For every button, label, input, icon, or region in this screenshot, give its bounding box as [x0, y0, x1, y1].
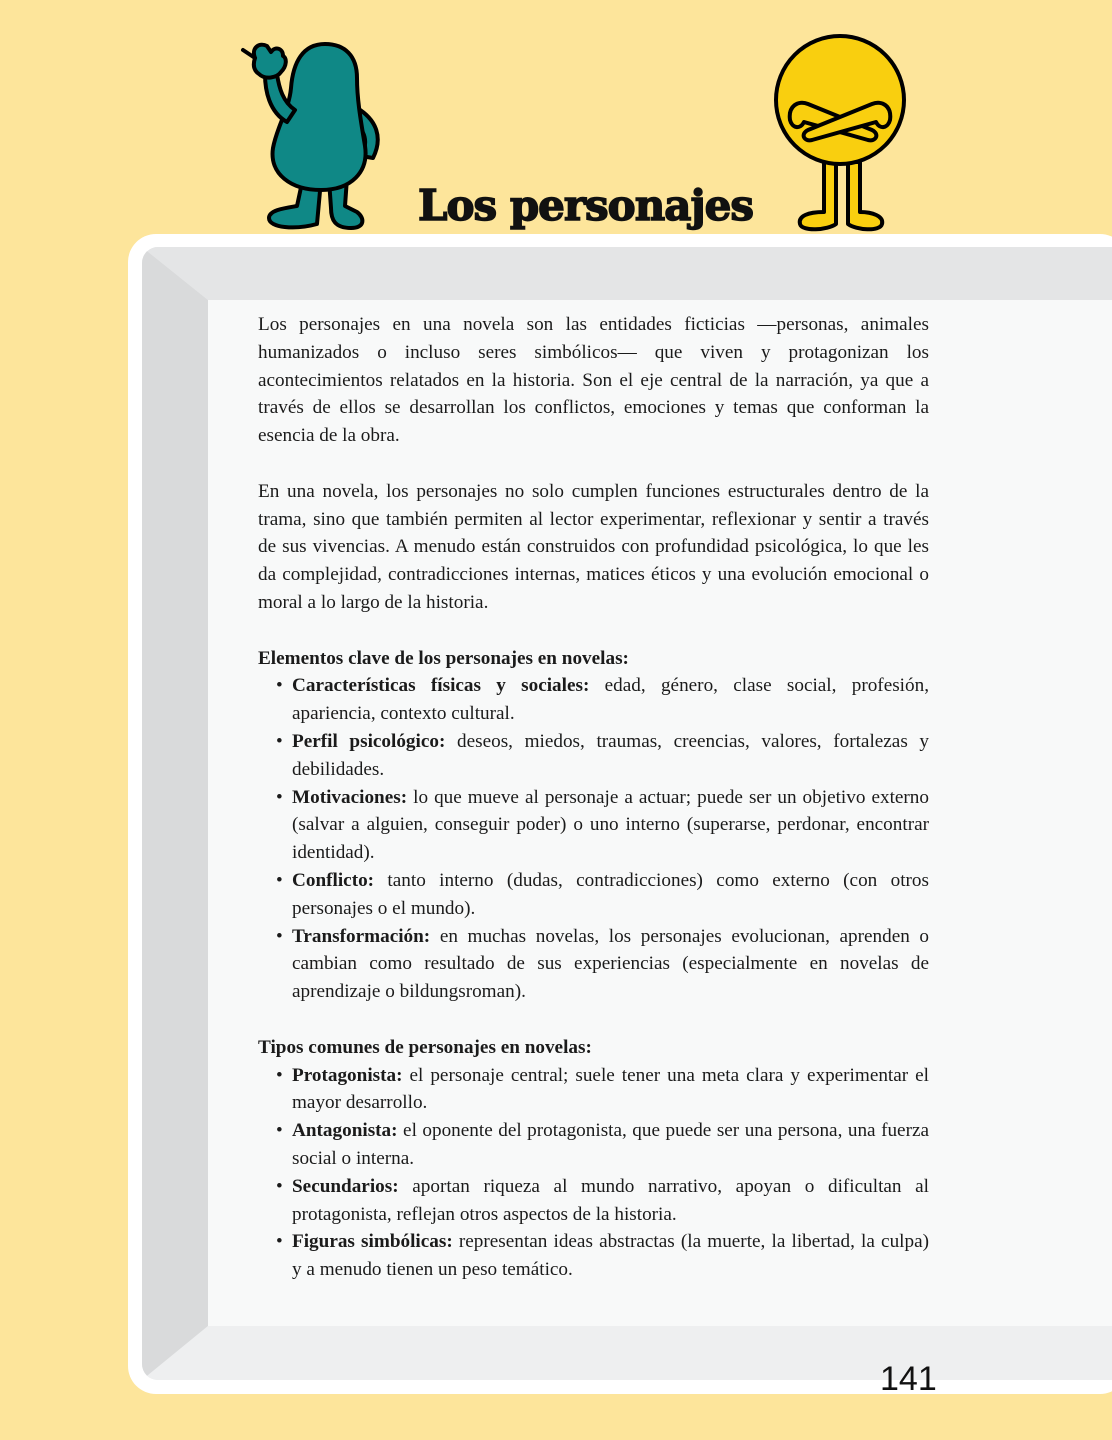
list-item: • Motivaciones: lo que mueve al personaje a actuar; puede ser un objetivo externo (salvar a alguien, conseguir poder) o uno interno (superarse, perdonar, encontrar identidad).	[258, 784, 929, 867]
list-item: • Características físicas y sociales: edad, género, clase social, profesión, apariencia, contexto cultural.	[258, 672, 929, 728]
list-item: • Figuras simbólicas: representan ideas abstractas (la muerte, la libertad, la culpa) y a menudo tienen un peso temático.	[258, 1228, 929, 1284]
list-item: • Secundarios: aportan riqueza al mundo narrativo, apoyan o dificultan al protagonista, reflejan otros aspectos de la historia.	[258, 1173, 929, 1229]
intro-paragraph-2: En una novela, los personajes no solo cumplen funciones estructurales dentro de la trama, sino que también permiten al lector experimentar, reflexionar y sentir a través de sus vivencias. A menudo están construidos con profundidad psicológica, lo que les da complejidad, contradicciones internas, matices éticos y una evolución emocional o moral a lo largo de la historia.	[258, 480, 929, 613]
list-item: • Antagonista: el oponente del protagonista, que puede ser una persona, una fuerza social o interna.	[258, 1117, 929, 1173]
list-elementos	[258, 672, 929, 1006]
list-item: • Transformación: en muchas novelas, los personajes evolucionan, aprenden o cambian como resultado de sus experiencias (especialmente en novelas de aprendizaje o bildungsroman).	[258, 923, 929, 1006]
page-number: 141	[880, 1360, 937, 1398]
list-item: • Perfil psicológico: deseos, miedos, traumas, creencias, valores, fortalezas y debilidades.	[258, 728, 929, 784]
page-title: Los personajes	[418, 181, 754, 230]
intro-paragraph-1: Los personajes en una novela son las entidades ficticias —personas, animales humanizados o incluso seres simbólicos— que viven y protagonizan los acontecimientos relatados en la historia. Son el eje central de la narración, ya que a través de ellos se desarrollan los conflictos, emociones y temas que conforman la esencia de la obra.	[258, 314, 929, 447]
section-heading-tipos: Tipos comunes de personajes en novelas:	[258, 1036, 592, 1058]
list-tipos	[258, 1062, 929, 1284]
section-heading-elementos: Elementos clave de los personajes en novelas:	[258, 647, 629, 669]
list-item: • Protagonista: el personaje central; suele tener una meta clara y experimentar el mayor desarrollo.	[258, 1062, 929, 1118]
main-content	[258, 311, 929, 1312]
yellow-arms-crossed-character-icon	[768, 30, 913, 235]
list-item: • Conflicto: tanto interno (dudas, contradicciones) como externo (con otros personajes o el mundo).	[258, 867, 929, 923]
teal-pointing-character-icon	[225, 38, 395, 238]
